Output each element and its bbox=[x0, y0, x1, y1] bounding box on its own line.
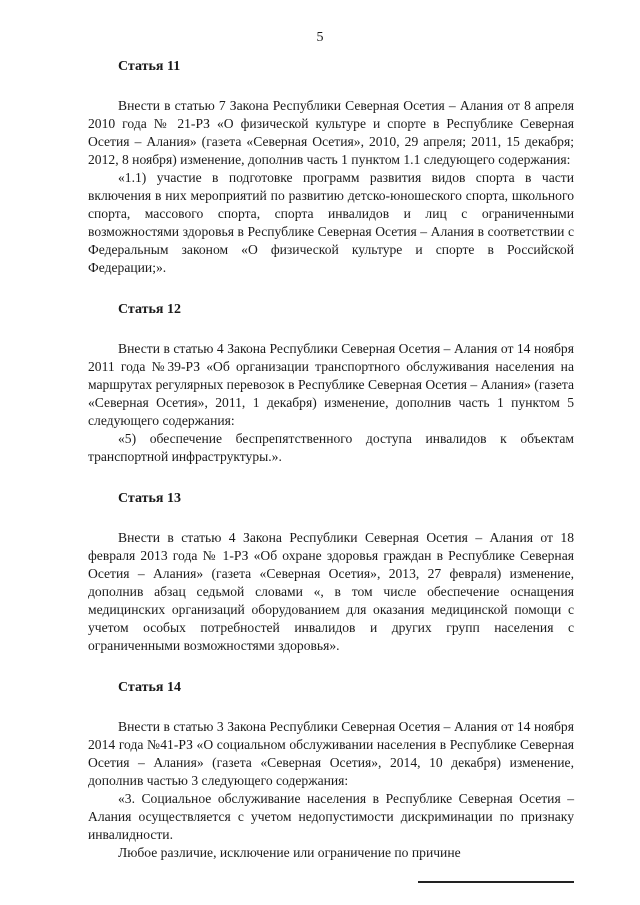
article-heading: Статья 13 bbox=[118, 491, 181, 506]
article-heading: Статья 12 bbox=[118, 302, 181, 317]
article-paragraph: Внести в статью 3 Закона Республики Северная Осетия – Алания от 14 ноября 2014 года №41-РЗ «О социальном обслуживании населения в Республике Северная Осетия – Алания» (газета «Северная Осетия», 2014, 10 декабря) изменение, дополнив частью 3 следующего содержания: bbox=[88, 719, 574, 788]
page-number: 5 bbox=[316, 30, 324, 45]
document-body bbox=[88, 58, 574, 862]
article-heading: Статья 14 bbox=[118, 680, 181, 695]
article-paragraph: «3. Социальное обслуживание населения в Республике Северная Осетия – Алания осуществляется с учетом недопустимости дискриминации по признаку инвалидности. bbox=[88, 791, 574, 842]
footer-rule bbox=[418, 881, 574, 883]
article-paragraph: Внести в статью 4 Закона Республики Северная Осетия – Алания от 18 февраля 2013 года № 1-РЗ «Об охране здоровья граждан в Республике Северная Осетия – Алания» (газета «Северная Осетия», 2013, 27 февраля) изменение, дополнив абзац седьмой словами «, в том числе обеспечение оснащения медицинских организаций оборудованием для оказания медицинской помощи с учетом особых потребностей инвалидов и других групп населения с ограниченными возможностями здоровья». bbox=[88, 530, 574, 653]
article-paragraph: Внести в статью 7 Закона Республики Северная Осетия – Алания от 8 апреля 2010 года № 21-РЗ «О физической культуре и спорте в Республике Северная Осетия – Алания» (газета «Северная Осетия», 2010, 29 апреля; 2011, 15 декабря; 2012, 8 ноября) изменение, дополнив часть 1 пунктом 1.1 следующего содержания: bbox=[88, 98, 574, 167]
article-paragraph: Любое различие, исключение или ограничение по причине bbox=[118, 845, 461, 860]
article-heading: Статья 11 bbox=[118, 59, 181, 74]
article-paragraph: Внести в статью 4 Закона Республики Северная Осетия – Алания от 14 ноября 2011 года №39-РЗ «Об организации транспортного обслуживания населения на маршрутах регулярных перевозок в Республике Северная Осетия – Алания» (газета «Северная Осетия», 2011, 1 декабря) изменение, дополнив часть 1 пунктом 5 следующего содержания: bbox=[88, 341, 574, 428]
article-paragraph: «5) обеспечение беспрепятственного доступа инвалидов к объектам транспортной инфраструктуры.». bbox=[88, 431, 574, 464]
article-paragraph: «1.1) участие в подготовке программ развития видов спорта в части включения в них мероприятий по развитию детско-юношеского спорта, школьного спорта, массового спорта, спорта инвалидов и лиц с ограниченными возможностями здоровья в Республике Северная Осетия – Алания в соответствии с Федеральным законом «О физической культуре и спорте в Российской Федерации;». bbox=[88, 170, 574, 275]
